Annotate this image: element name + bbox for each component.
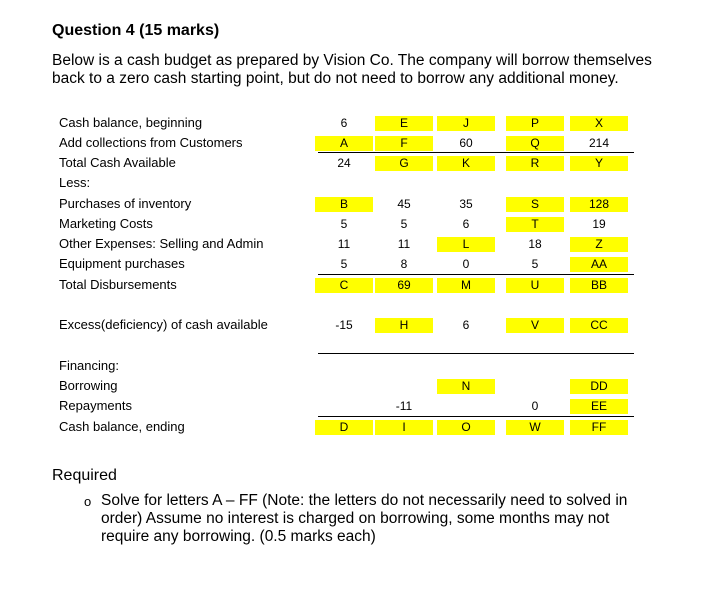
budget-cell: EE [570, 399, 628, 414]
budget-cell: 11 [337, 237, 351, 251]
budget-cell: H [375, 318, 433, 333]
budget-cell [375, 379, 433, 394]
budget-cell: 45 [397, 197, 411, 211]
total-rule-line [318, 353, 634, 354]
total-rule-line [318, 416, 634, 417]
row-label: Total Cash Available [59, 155, 176, 170]
budget-cell: R [506, 156, 564, 171]
total-rule-line [318, 152, 634, 153]
budget-cell: W [506, 420, 564, 435]
budget-cell: 128 [570, 197, 628, 212]
budget-cell: T [506, 217, 564, 232]
budget-cell: S [506, 197, 564, 212]
budget-cell: 8 [400, 257, 408, 271]
required-text: Solve for letters A – FF (Note: the letters do not necessarily need to solved in order) Assume no interest is charged on borrowing, some months may not require any borrowing. (0.5 marks each) [101, 492, 628, 545]
budget-cell: 5 [531, 257, 539, 271]
budget-cell: P [506, 116, 564, 131]
bullet-icon: o [84, 494, 92, 509]
budget-cell: 19 [592, 217, 606, 231]
budget-cell [506, 176, 564, 191]
row-label: Excess(deficiency) of cash available [59, 317, 268, 332]
row-label: Purchases of inventory [59, 196, 192, 211]
budget-cell: CC [570, 318, 628, 333]
budget-cell: 6 [462, 318, 470, 332]
budget-cell: F [375, 136, 433, 151]
budget-cell: 0 [462, 257, 470, 271]
budget-cell: Y [570, 156, 628, 171]
row-label: Total Disbursements [59, 277, 177, 292]
budget-cell: 11 [397, 237, 411, 251]
budget-cell: A [315, 136, 373, 151]
budget-cell: 5 [400, 217, 408, 231]
budget-cell: O [437, 420, 495, 435]
budget-cell: Z [570, 237, 628, 252]
budget-cell: BB [570, 278, 628, 293]
budget-cell: 60 [459, 136, 473, 150]
budget-cell: DD [570, 379, 628, 394]
budget-cell: 214 [588, 136, 610, 150]
row-label: Cash balance, beginning [59, 115, 203, 130]
budget-cell: -15 [335, 318, 353, 332]
row-label: Repayments [59, 398, 132, 413]
budget-cell [315, 399, 373, 414]
budget-cell: 24 [337, 156, 351, 170]
question-title: Question 4 (15 marks) [52, 22, 220, 39]
required-heading: Required [52, 467, 117, 484]
budget-cell: J [437, 116, 495, 131]
budget-cell: 35 [459, 197, 473, 211]
budget-cell [506, 359, 564, 374]
budget-cell [315, 359, 373, 374]
budget-cell [570, 359, 628, 374]
budget-cell: X [570, 116, 628, 131]
budget-cell: 18 [528, 237, 542, 251]
budget-cell [315, 176, 373, 191]
row-label: Less: [59, 175, 91, 190]
total-rule-line [318, 274, 634, 275]
budget-cell: FF [570, 420, 628, 435]
budget-cell: B [315, 197, 373, 212]
budget-cell [570, 176, 628, 191]
row-label: Borrowing [59, 378, 118, 393]
budget-cell [437, 176, 495, 191]
budget-cell: 5 [340, 217, 348, 231]
budget-cell [437, 359, 495, 374]
row-label: Marketing Costs [59, 216, 153, 231]
row-label: Cash balance, ending [59, 419, 185, 434]
budget-cell: L [437, 237, 495, 252]
row-label: Equipment purchases [59, 256, 185, 271]
question-intro: Below is a cash budget as prepared by Vision Co. The company will borrow themselves back to a zero cash starting point, but do not need to borrow any additional money. [52, 52, 652, 87]
budget-cell: I [375, 420, 433, 435]
budget-cell: 6 [462, 217, 470, 231]
budget-cell: N [437, 379, 495, 394]
budget-cell: E [375, 116, 433, 131]
budget-cell [506, 379, 564, 394]
budget-cell: K [437, 156, 495, 171]
row-label: Add collections from Customers [59, 135, 243, 150]
budget-cell: G [375, 156, 433, 171]
row-label: Financing: [59, 358, 119, 373]
budget-cell: U [506, 278, 564, 293]
budget-cell: V [506, 318, 564, 333]
budget-cell: AA [570, 257, 628, 272]
budget-cell: M [437, 278, 495, 293]
budget-cell: 5 [340, 257, 348, 271]
budget-cell [315, 379, 373, 394]
budget-cell: 6 [340, 116, 348, 130]
budget-cell: C [315, 278, 373, 293]
budget-cell [437, 399, 495, 414]
budget-cell: -11 [395, 399, 413, 413]
budget-cell [375, 359, 433, 374]
budget-cell: 0 [531, 399, 539, 413]
budget-cell: Q [506, 136, 564, 151]
row-label: Other Expenses: Selling and Admin [59, 236, 264, 251]
budget-cell [375, 176, 433, 191]
budget-cell: 69 [375, 278, 433, 293]
budget-cell: D [315, 420, 373, 435]
